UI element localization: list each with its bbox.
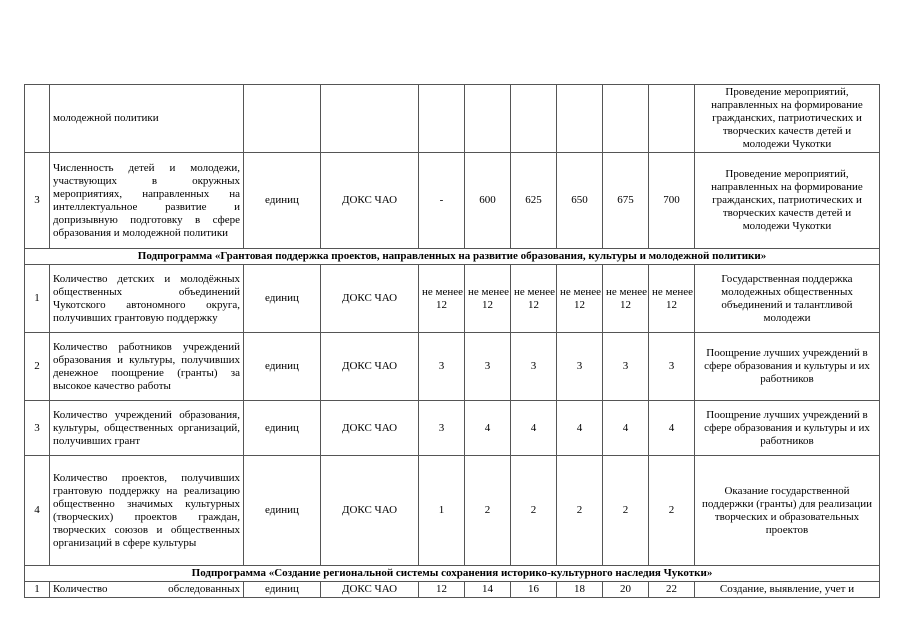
value-cell: 2 bbox=[603, 456, 649, 566]
value-cell: - bbox=[419, 153, 465, 249]
value-cell: 20 bbox=[603, 582, 649, 598]
activity-description: Оказание государственной поддержки (гранты) для реализации творческих и образовательных проектов bbox=[695, 456, 880, 566]
value-cell: 3 bbox=[511, 333, 557, 401]
value-cell: 2 bbox=[649, 456, 695, 566]
value-cell: 3 bbox=[419, 401, 465, 456]
row-number: 4 bbox=[25, 456, 50, 566]
table-row bbox=[25, 153, 880, 249]
value-cell: не менее 12 bbox=[649, 265, 695, 333]
row-number: 3 bbox=[25, 153, 50, 249]
value-cell: 3 bbox=[603, 333, 649, 401]
row-number: 3 bbox=[25, 401, 50, 456]
value-cell: 16 bbox=[511, 582, 557, 598]
executor-cell: ДОКС ЧАО bbox=[321, 333, 419, 401]
value-cell: 4 bbox=[603, 401, 649, 456]
subprogram-title: Подпрограмма «Создание региональной системы сохранения историко-культурного наследия Чукотки» bbox=[25, 566, 880, 582]
table-row bbox=[25, 333, 880, 401]
section-header-row bbox=[25, 566, 880, 582]
value-cell: 600 bbox=[465, 153, 511, 249]
indicator-name: Количество детских и молодёжных общественных объединений Чукотского автономного округа, получивших грантовую поддержку bbox=[50, 265, 244, 333]
executor-cell: ДОКС ЧАО bbox=[321, 456, 419, 566]
subprogram-title: Подпрограмма «Грантовая поддержка проектов, направленных на развитие образования, культуры и молодежной политики» bbox=[25, 249, 880, 265]
table-row bbox=[25, 85, 880, 153]
table-row bbox=[25, 456, 880, 566]
value-cell: не менее 12 bbox=[419, 265, 465, 333]
value-cell: 3 bbox=[557, 333, 603, 401]
unit-cell: единиц bbox=[244, 401, 321, 456]
value-cell: не менее 12 bbox=[511, 265, 557, 333]
indicator-name: Количество проектов, получивших грантовую поддержку на реализацию общественно значимых культурных (творческих) проектов граждан, творческих союзов и общественных организаций в сфере культуры bbox=[50, 456, 244, 566]
value-cell: не менее 12 bbox=[557, 265, 603, 333]
activity-description: Создание, выявление, учет и bbox=[695, 582, 880, 598]
unit-cell: единиц bbox=[244, 265, 321, 333]
value-cell: 18 bbox=[557, 582, 603, 598]
indicator-name: Количество учреждений образования, культуры, общественных организаций, получивших грант bbox=[50, 401, 244, 456]
row-number bbox=[25, 85, 50, 153]
value-cell: 2 bbox=[557, 456, 603, 566]
activity-description: Поощрение лучших учреждений в сфере образования и культуры и их работников bbox=[695, 333, 880, 401]
activity-description: Поощрение лучших учреждений в сфере образования и культуры и их работников bbox=[695, 401, 880, 456]
executor-cell: ДОКС ЧАО bbox=[321, 401, 419, 456]
value-cell bbox=[557, 85, 603, 153]
activity-description: Проведение мероприятий, направленных на формирование гражданских, патриотических и творческих качеств детей и молодежи Чукотки bbox=[695, 153, 880, 249]
value-cell: 625 bbox=[511, 153, 557, 249]
indicator-name: Количество обследованных bbox=[50, 582, 244, 598]
activity-description: Государственная поддержка молодежных общественных объединений и талантливой молодежи bbox=[695, 265, 880, 333]
value-cell: 4 bbox=[511, 401, 557, 456]
value-cell: 12 bbox=[419, 582, 465, 598]
table-row bbox=[25, 265, 880, 333]
activity-description: Проведение мероприятий, направленных на формирование гражданских, патриотических и творческих качеств детей и молодежи Чукотки bbox=[695, 85, 880, 153]
indicator-name: молодежной политики bbox=[50, 85, 244, 153]
row-number: 1 bbox=[25, 582, 50, 598]
value-cell: 3 bbox=[649, 333, 695, 401]
value-cell bbox=[649, 85, 695, 153]
unit-cell: единиц bbox=[244, 582, 321, 598]
executor-cell: ДОКС ЧАО bbox=[321, 153, 419, 249]
value-cell: 2 bbox=[465, 456, 511, 566]
unit-cell: единиц bbox=[244, 153, 321, 249]
value-cell bbox=[511, 85, 557, 153]
value-cell: 675 bbox=[603, 153, 649, 249]
value-cell: не менее 12 bbox=[465, 265, 511, 333]
unit-cell bbox=[244, 85, 321, 153]
unit-cell: единиц bbox=[244, 456, 321, 566]
executor-cell: ДОКС ЧАО bbox=[321, 265, 419, 333]
value-cell bbox=[465, 85, 511, 153]
value-cell: 1 bbox=[419, 456, 465, 566]
value-cell: 650 bbox=[557, 153, 603, 249]
executor-cell bbox=[321, 85, 419, 153]
value-cell: не менее 12 bbox=[603, 265, 649, 333]
executor-cell: ДОКС ЧАО bbox=[321, 582, 419, 598]
value-cell: 3 bbox=[465, 333, 511, 401]
row-number: 2 bbox=[25, 333, 50, 401]
value-cell: 4 bbox=[649, 401, 695, 456]
indicator-name: Численность детей и молодежи, участвующих в окружных мероприятиях, направленных на интеллектуальное развитие и допризывную подготовку в сфере образования и молодежной политики bbox=[50, 153, 244, 249]
row-number: 1 bbox=[25, 265, 50, 333]
value-cell: 700 bbox=[649, 153, 695, 249]
value-cell: 4 bbox=[465, 401, 511, 456]
table-row bbox=[25, 582, 880, 598]
value-cell bbox=[419, 85, 465, 153]
value-cell: 3 bbox=[419, 333, 465, 401]
indicator-name: Количество работников учреждений образования и культуры, получивших денежное поощрение (гранты) за высокое качество работы bbox=[50, 333, 244, 401]
value-cell bbox=[603, 85, 649, 153]
unit-cell: единиц bbox=[244, 333, 321, 401]
indicators-table bbox=[24, 84, 880, 598]
value-cell: 14 bbox=[465, 582, 511, 598]
value-cell: 4 bbox=[557, 401, 603, 456]
value-cell: 22 bbox=[649, 582, 695, 598]
table-row bbox=[25, 401, 880, 456]
section-header-row bbox=[25, 249, 880, 265]
value-cell: 2 bbox=[511, 456, 557, 566]
